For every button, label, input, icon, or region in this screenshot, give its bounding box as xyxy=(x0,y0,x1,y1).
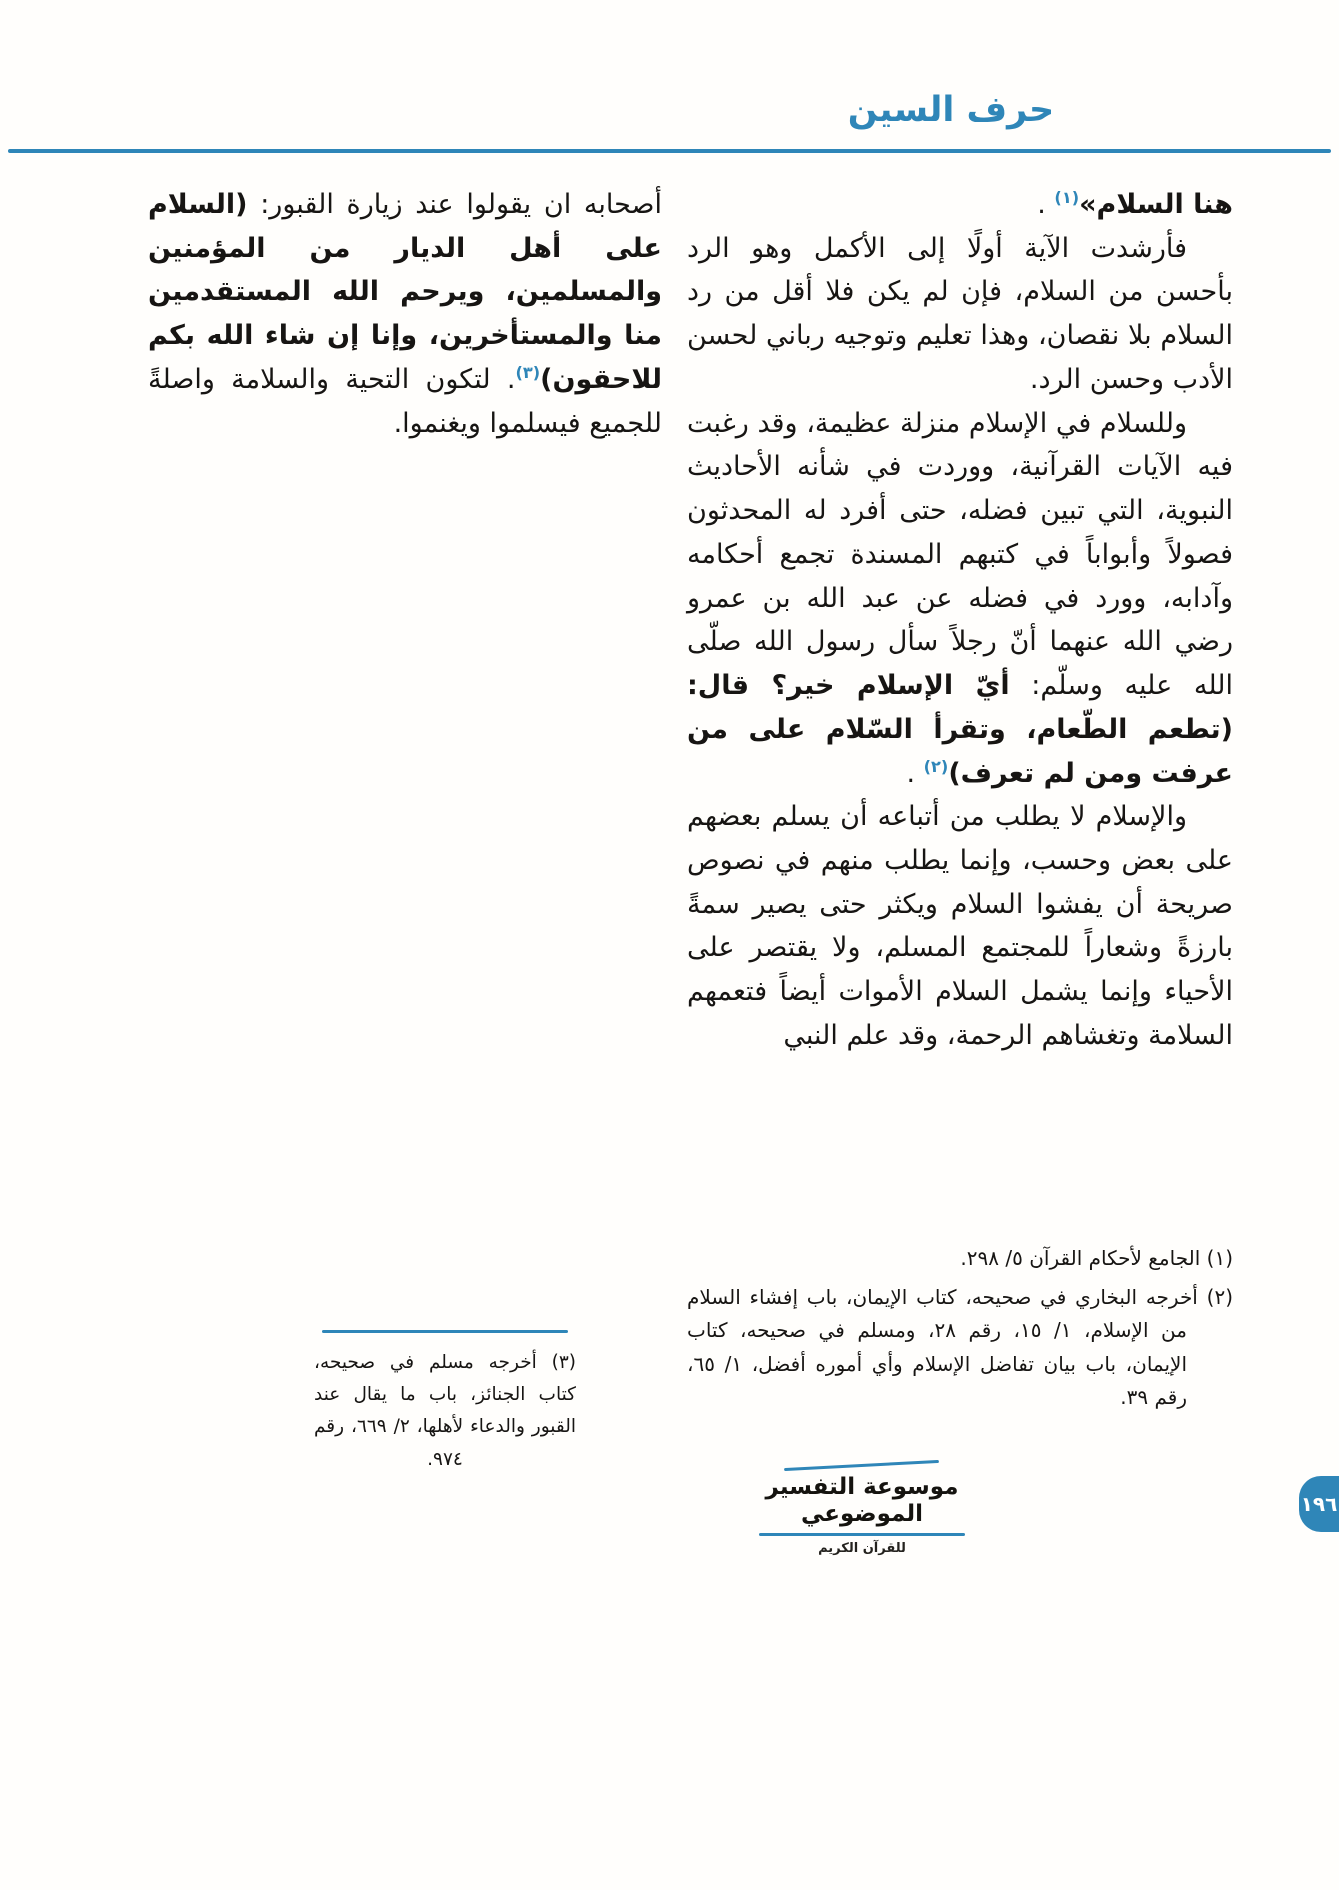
chapter-title: حرف السين xyxy=(847,90,1055,130)
paragraph: وللسلام في الإسلام منزلة عظيمة، وقد رغبت فيه الآيات القرآنية، ووردت في شأنه الأحاديث النبوية، التي تبين فضله، حتى أفرد له المحدثون فصولاً وأبواباً في كتبهم المسندة تجمع أحكامه وآدابه، وورد في فضله عن عبد الله بن عمرو رضي الله عنهما أنّ رجلاً سأل رسول الله صلّى الله عليه وسلّم: أيّ الإسلام خير؟ قال: (تطعم الطّعام، وتقرأ السّلام على من عرفت ومن لم تعرف)$^{(٢)}$ . xyxy=(687,407,1233,789)
paragraph: هنا السلام»$^{(١)}$ . xyxy=(1037,188,1233,220)
publisher-logo xyxy=(748,1464,976,1556)
paragraph: والإسلام لا يطلب من أتباعه أن يسلم بعضهم على بعض وحسب، وإنما يطلب منهم في نصوص صريحة أن يفشوا السلام ويكثر حتى يصير سمةً بارزةً وشعاراً للمجتمع المسلم، ولا يقتصر على الأحياء وإنما يشمل السلام الأموات أيضاً فتعمهم السلامة وتغشاهم الرحمة، وقد علم النبي xyxy=(687,801,1233,1051)
footnote-number: (٣) xyxy=(551,1352,576,1373)
logo-flourish-bottom xyxy=(759,1533,964,1536)
publisher-title: موسوعة التفسير الموضوعي xyxy=(765,1474,959,1528)
footnote-number: (٢) xyxy=(1206,1285,1234,1310)
logo-flourish-top xyxy=(785,1460,940,1471)
text-column-left xyxy=(148,183,662,445)
footnote-separator xyxy=(322,1330,568,1333)
footnote-number: (١) xyxy=(1206,1246,1233,1270)
paragraph: أصحابه ان يقولوا عند زيارة القبور: (السلام على أهل الديار من المؤمنين والمسلمين، ويرحم الله المستقدمين منا والمستأخرين، وإنا إن شاء الله بكم للاحقون)$^{(٣)}$. لتكون التحية والسلامة واصلةً للجميع فيسلموا ويغنموا. xyxy=(148,189,662,439)
publisher-subtitle: للقرآن الكريم xyxy=(818,1541,906,1557)
footnote xyxy=(687,1242,1233,1275)
text-column-right xyxy=(687,183,1233,1058)
page-number-badge: ١٩٦ xyxy=(1299,1476,1339,1532)
footnote xyxy=(314,1347,576,1476)
footnote xyxy=(687,1281,1233,1414)
header-rule xyxy=(8,149,1331,153)
paragraph: فأرشدت الآية أولًا إلى الأكمل وهو الرد بأحسن من السلام، فإن لم يكن فلا أقل من رد السلام بلا نقصان، وهذا تعليم وتوجيه رباني لحسن الأدب وحسن الرد. xyxy=(687,232,1233,395)
footnote-text: أخرجه البخاري في صحيحه، كتاب الإيمان، باب إفشاء السلام من الإسلام، ١/ ١٥، رقم ٢٨، ومسلم في صحيحه، كتاب الإيمان، باب بيان تفاضل الإسلام وأي أموره أفضل، ١/ ٦٥، رقم ٣٩. xyxy=(687,1285,1198,1409)
footnote-text: الجامع لأحكام القرآن ٥/ ٢٩٨. xyxy=(960,1246,1201,1270)
footnotes-left xyxy=(314,1330,576,1476)
footnotes-right xyxy=(687,1242,1233,1420)
footnote-text: أخرجه مسلم في صحيحه، كتاب الجنائز، باب ما يقال عند القبور والدعاء لأهلها، ٢/ ٦٦٩، رقم ٩٧٤. xyxy=(314,1352,576,1470)
